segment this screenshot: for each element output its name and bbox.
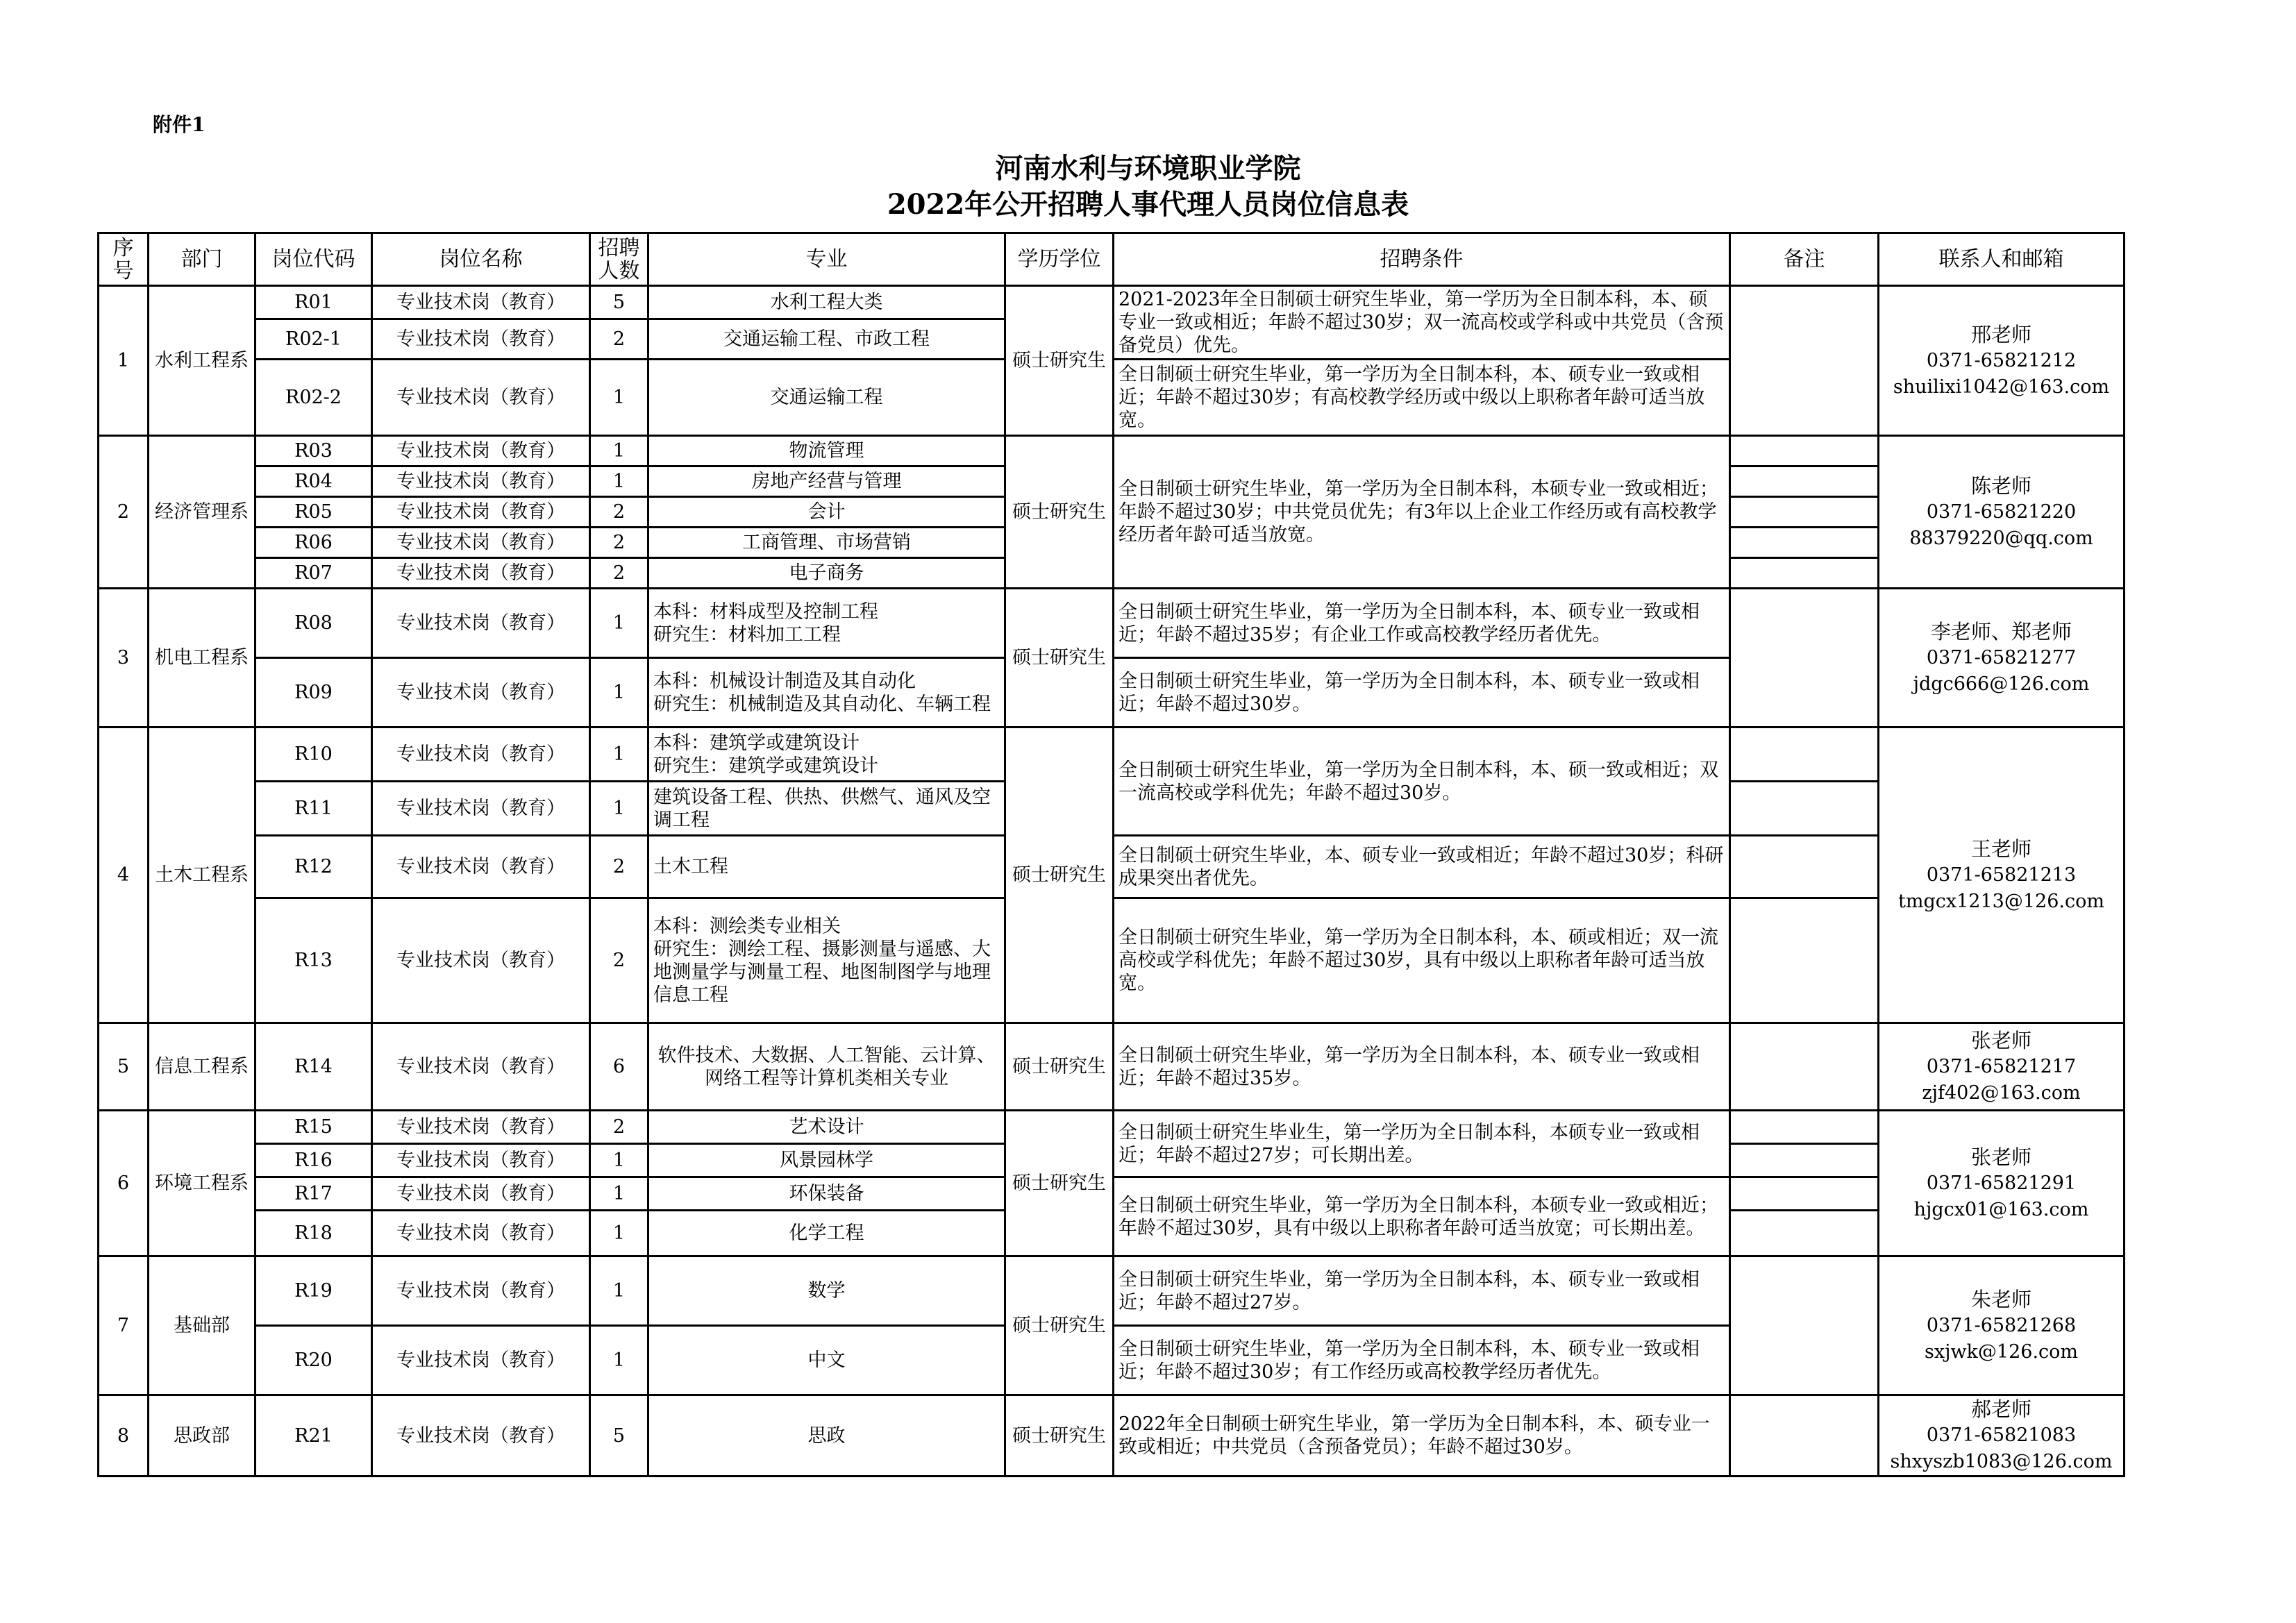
- headcount-cell: 1: [590, 1326, 648, 1395]
- note-cell: [1730, 1256, 1879, 1395]
- conditions-cell: 全日制硕士研究生毕业，第一学历为全日制本科，本、硕专业一致或相近；年龄不超过30岁。: [1114, 658, 1730, 728]
- contact-email: zjf402@163.com: [1922, 1082, 2081, 1104]
- post-code-cell: R20: [255, 1326, 372, 1395]
- major-cell: [648, 836, 1005, 898]
- headcount-cell: 2: [590, 319, 648, 360]
- headcount-cell: 1: [590, 782, 648, 836]
- page-title: 河南水利与环境职业学院: [995, 152, 1301, 185]
- post-code-cell: R21: [255, 1395, 372, 1477]
- major-line: 本科：材料成型及控制工程: [653, 600, 878, 623]
- contact-name: 张老师: [1970, 1145, 2031, 1169]
- seq-cell: 1: [99, 286, 149, 436]
- post-code-cell: R15: [255, 1111, 372, 1144]
- contact-email: sxjwk@126.com: [1924, 1340, 2079, 1363]
- contact-cell: [1879, 1023, 2125, 1111]
- contact-name: 郝老师: [1970, 1397, 2031, 1421]
- major-line: 环保装备: [789, 1183, 864, 1204]
- contact-phone: 0371-65821220: [1926, 501, 2077, 523]
- note-cell: [1730, 1111, 1879, 1144]
- recruitment-table: [97, 232, 2125, 1477]
- major-cell: [648, 1144, 1005, 1177]
- table-row: [99, 728, 2125, 782]
- contact-phone: 0371-65821268: [1926, 1314, 2077, 1336]
- post-name-cell: 专业技术岗（教育）: [372, 466, 590, 497]
- major-cell: [648, 1211, 1005, 1256]
- major-line: 思政: [807, 1424, 846, 1447]
- contact-email: jdgc666@126.com: [1913, 673, 2090, 695]
- note-cell: [1730, 436, 1879, 466]
- note-cell: [1730, 466, 1879, 497]
- headcount-cell: 5: [590, 286, 648, 319]
- post-name-cell: 专业技术岗（教育）: [372, 319, 590, 360]
- contact-name: 李老师、郑老师: [1930, 619, 2072, 644]
- contact-name: 陈老师: [1970, 473, 2031, 498]
- page-subtitle: 2022年公开招聘人事代理人员岗位信息表: [887, 188, 1409, 221]
- major-cell: [648, 1395, 1005, 1477]
- major-cell: [648, 782, 1005, 836]
- post-code-cell: R13: [255, 898, 372, 1023]
- contact-phone: 0371-65821277: [1926, 646, 2077, 668]
- degree-cell: 硕士研究生: [1005, 1395, 1114, 1477]
- note-cell: [1730, 728, 1879, 782]
- note-cell: [1730, 1395, 1879, 1477]
- dept-name-cell: 水利工程系: [149, 286, 255, 436]
- conditions-cell: 全日制硕士研究生毕业，第一学历为全日制本科，本硕专业一致或相近；年龄不超过30岁；中共党员优先；有3年以上企业工作经历或有高校教学经历者年龄可适当放宽。: [1114, 436, 1730, 589]
- post-code-cell: R11: [255, 782, 372, 836]
- note-cell: [1730, 836, 1879, 898]
- headcount-cell: 2: [590, 497, 648, 528]
- major-line: 研究生：建筑学或建筑设计: [653, 755, 878, 777]
- post-name-cell: 专业技术岗（教育）: [372, 1177, 590, 1211]
- headcount-cell: 2: [590, 528, 648, 558]
- conditions-cell: 全日制硕士研究生毕业，第一学历为全日制本科，本、硕专业一致或相近；年龄不超过35岁。: [1114, 1023, 1730, 1111]
- post-name-cell: 专业技术岗（教育）: [372, 836, 590, 898]
- contact-phone: 0371-65821213: [1926, 864, 2077, 886]
- post-name-cell: 专业技术岗（教育）: [372, 1111, 590, 1144]
- headcount-cell: 2: [590, 836, 648, 898]
- post-code-cell: R10: [255, 728, 372, 782]
- major-cell: [648, 658, 1005, 728]
- contact-cell: [1879, 589, 2125, 728]
- major-cell: [648, 898, 1005, 1023]
- contact-cell: [1879, 436, 2125, 589]
- major-line: 本科：机械设计制造及其自动化: [653, 670, 916, 692]
- header-post: 岗位名称: [372, 233, 590, 286]
- headcount-cell: 1: [590, 436, 648, 466]
- major-line: 交通运输工程、市政工程: [723, 328, 930, 350]
- table-row: [99, 1111, 2125, 1144]
- header-num: 招聘人数: [590, 233, 648, 286]
- conditions-cell: 全日制硕士研究生毕业，第一学历为全日制本科，本、硕专业一致或相近；年龄不超过30岁；有工作经历或高校教学经历者优先。: [1114, 1326, 1730, 1395]
- post-code-cell: R17: [255, 1177, 372, 1211]
- major-line: 本科：建筑学或建筑设计: [653, 732, 860, 754]
- headcount-cell: 1: [590, 1256, 648, 1326]
- post-name-cell: 专业技术岗（教育）: [372, 658, 590, 728]
- conditions-cell: 全日制硕士研究生毕业，第一学历为全日制本科，本、硕专业一致或相近；年龄不超过35岁；有企业工作或高校教学经历者优先。: [1114, 589, 1730, 658]
- dept-name-cell: 环境工程系: [149, 1111, 255, 1256]
- headcount-cell: 2: [590, 558, 648, 589]
- contact-name: 朱老师: [1970, 1287, 2031, 1311]
- headcount-cell: 1: [590, 1144, 648, 1177]
- contact-phone: 0371-65821212: [1926, 349, 2077, 371]
- contact-phone: 0371-65821291: [1926, 1172, 2077, 1194]
- contact-cell: [1879, 1256, 2125, 1395]
- conditions-cell: 全日制硕士研究生毕业，第一学历为全日制本科，本、硕一致或相近；双一流高校或学科优先；年龄不超过30岁。: [1114, 728, 1730, 836]
- note-cell: [1730, 782, 1879, 836]
- post-code-cell: R02-1: [255, 319, 372, 360]
- dept-name-cell: 基础部: [149, 1256, 255, 1395]
- post-code-cell: R02-2: [255, 360, 372, 436]
- headcount-cell: 1: [590, 1177, 648, 1211]
- contact-cell: [1879, 1111, 2125, 1256]
- post-code-cell: R09: [255, 658, 372, 728]
- degree-cell: 硕士研究生: [1005, 286, 1114, 436]
- major-cell: [648, 528, 1005, 558]
- contact-name: 邢老师: [1970, 322, 2031, 346]
- header-degree: 学历学位: [1005, 233, 1114, 286]
- post-code-cell: R12: [255, 836, 372, 898]
- note-cell: [1730, 898, 1879, 1023]
- post-code-cell: R19: [255, 1256, 372, 1326]
- major-cell: [648, 1023, 1005, 1111]
- note-cell: [1730, 1211, 1879, 1256]
- post-code-cell: R07: [255, 558, 372, 589]
- post-name-cell: 专业技术岗（教育）: [372, 1144, 590, 1177]
- post-code-cell: R14: [255, 1023, 372, 1111]
- dept-name-cell: 信息工程系: [149, 1023, 255, 1111]
- post-code-cell: R04: [255, 466, 372, 497]
- header-code: 岗位代码: [255, 233, 372, 286]
- conditions-cell: 2021-2023年全日制硕士研究生毕业，第一学历为全日制本科，本、硕专业一致或相近；年龄不超过30岁；双一流高校或学科或中共党员（含预备党员）优先。: [1114, 286, 1730, 360]
- note-cell: [1730, 1177, 1879, 1211]
- headcount-cell: 2: [590, 1111, 648, 1144]
- major-line: 工商管理、市场营销: [742, 532, 911, 553]
- dept-name-cell: 思政部: [149, 1395, 255, 1477]
- post-code-cell: R05: [255, 497, 372, 528]
- headcount-cell: 1: [590, 1211, 648, 1256]
- seq-cell: 2: [99, 436, 149, 589]
- post-code-cell: R08: [255, 589, 372, 658]
- headcount-cell: 1: [590, 658, 648, 728]
- degree-cell: 硕士研究生: [1005, 1023, 1114, 1111]
- post-code-cell: R01: [255, 286, 372, 319]
- conditions-cell: 全日制硕士研究生毕业，第一学历为全日制本科，本硕专业一致或相近；年龄不超过30岁，具有中级以上职称者年龄可适当放宽；可长期出差。: [1114, 1177, 1730, 1256]
- major-line: 房地产经营与管理: [751, 471, 902, 492]
- post-name-cell: 专业技术岗（教育）: [372, 1326, 590, 1395]
- post-name-cell: 专业技术岗（教育）: [372, 436, 590, 466]
- major-line: 风景园林学: [780, 1150, 873, 1171]
- contact-phone: 0371-65821217: [1926, 1055, 2077, 1077]
- post-name-cell: 专业技术岗（教育）: [372, 497, 590, 528]
- major-line: 电子商务: [789, 562, 864, 584]
- contact-phone: 0371-65821083: [1926, 1424, 2077, 1446]
- seq-cell: 5: [99, 1023, 149, 1111]
- note-cell: [1730, 286, 1879, 436]
- major-cell: [648, 728, 1005, 782]
- major-line: 研究生：材料加工工程: [653, 623, 841, 646]
- note-cell: [1730, 1023, 1879, 1111]
- major-cell: [648, 497, 1005, 528]
- headcount-cell: 5: [590, 1395, 648, 1477]
- conditions-cell: 全日制硕士研究生毕业，第一学历为全日制本科，本、硕专业一致或相近；年龄不超过30岁；有高校教学经历或中级以上职称者年龄可适当放宽。: [1114, 360, 1730, 436]
- seq-cell: 3: [99, 589, 149, 728]
- header-contact: 联系人和邮箱: [1879, 233, 2125, 286]
- seq-cell: 6: [99, 1111, 149, 1256]
- seq-cell: 7: [99, 1256, 149, 1395]
- major-line: 物流管理: [789, 440, 864, 462]
- conditions-cell: 2022年全日制硕士研究生毕业，第一学历为全日制本科，本、硕专业一致或相近；中共党员（含预备党员）；年龄不超过30岁。: [1114, 1395, 1730, 1477]
- post-name-cell: 专业技术岗（教育）: [372, 1211, 590, 1256]
- table-row: [99, 1395, 2125, 1477]
- header-major: 专业: [648, 233, 1005, 286]
- major-line: 化学工程: [789, 1222, 864, 1244]
- post-code-cell: R16: [255, 1144, 372, 1177]
- post-name-cell: 专业技术岗（教育）: [372, 728, 590, 782]
- table-row: [99, 1023, 2125, 1111]
- contact-cell: [1879, 1395, 2125, 1477]
- contact-name: 王老师: [1970, 836, 2031, 861]
- major-line: 软件技术、大数据、人工智能、云计算、网络工程等计算机类相关专业: [657, 1044, 996, 1089]
- note-cell: [1730, 589, 1879, 728]
- note-cell: [1730, 558, 1879, 589]
- major-line: 艺术设计: [789, 1116, 864, 1138]
- headcount-cell: 1: [590, 360, 648, 436]
- major-line: 研究生：测绘工程、摄影测量与遥感、大地测量学与测量工程、地图制图学与地理信息工程: [653, 938, 991, 1006]
- contact-email: 88379220@qq.com: [1909, 527, 2093, 549]
- major-cell: [648, 1256, 1005, 1326]
- header-note: 备注: [1730, 233, 1879, 286]
- conditions-cell: 全日制硕士研究生毕业，第一学历为全日制本科，本、硕专业一致或相近；年龄不超过27岁。: [1114, 1256, 1730, 1326]
- headcount-cell: 2: [590, 898, 648, 1023]
- post-name-cell: 专业技术岗（教育）: [372, 1256, 590, 1326]
- major-line: 数学: [807, 1280, 846, 1302]
- contact-cell: [1879, 728, 2125, 1023]
- seq-cell: 8: [99, 1395, 149, 1477]
- major-line: 交通运输工程: [770, 387, 883, 408]
- major-cell: [648, 558, 1005, 589]
- contact-email: shuilixi1042@163.com: [1893, 376, 2110, 398]
- post-code-cell: R18: [255, 1211, 372, 1256]
- headcount-cell: 1: [590, 589, 648, 658]
- headcount-cell: 1: [590, 466, 648, 497]
- conditions-cell: 全日制硕士研究生毕业，本、硕专业一致或相近；年龄不超过30岁；科研成果突出者优先。: [1114, 836, 1730, 898]
- note-cell: [1730, 528, 1879, 558]
- header-cond: 招聘条件: [1114, 233, 1730, 286]
- header-dept: 部门: [149, 233, 255, 286]
- post-code-cell: R03: [255, 436, 372, 466]
- conditions-cell: 全日制硕士研究生毕业生，第一学历为全日制本科，本硕专业一致或相近；年龄不超过27岁；可长期出差。: [1114, 1111, 1730, 1177]
- post-name-cell: 专业技术岗（教育）: [372, 1395, 590, 1477]
- post-name-cell: 专业技术岗（教育）: [372, 528, 590, 558]
- major-line: 土木工程: [653, 856, 728, 877]
- major-cell: [648, 466, 1005, 497]
- dept-name-cell: 土木工程系: [149, 728, 255, 1023]
- post-name-cell: 专业技术岗（教育）: [372, 898, 590, 1023]
- post-name-cell: 专业技术岗（教育）: [372, 286, 590, 319]
- headcount-cell: 6: [590, 1023, 648, 1111]
- header-row: [99, 233, 2125, 286]
- table-row: [99, 1256, 2125, 1326]
- post-name-cell: 专业技术岗（教育）: [372, 589, 590, 658]
- table-row: [99, 589, 2125, 658]
- table-row: [99, 436, 2125, 466]
- dept-name-cell: 机电工程系: [149, 589, 255, 728]
- post-name-cell: 专业技术岗（教育）: [372, 1023, 590, 1111]
- note-cell: [1730, 497, 1879, 528]
- post-name-cell: 专业技术岗（教育）: [372, 782, 590, 836]
- degree-cell: 硕士研究生: [1005, 1111, 1114, 1256]
- major-cell: [648, 286, 1005, 319]
- major-cell: [648, 1177, 1005, 1211]
- contact-name: 张老师: [1970, 1028, 2031, 1052]
- degree-cell: 硕士研究生: [1005, 589, 1114, 728]
- major-cell: [648, 319, 1005, 360]
- degree-cell: 硕士研究生: [1005, 436, 1114, 589]
- major-cell: [648, 1111, 1005, 1144]
- major-line: 研究生：机械制造及其自动化、车辆工程: [653, 693, 991, 715]
- headcount-cell: 1: [590, 728, 648, 782]
- attachment-label: 附件1: [153, 113, 206, 136]
- major-line: 水利工程大类: [770, 292, 883, 313]
- contact-cell: [1879, 286, 2125, 436]
- header-seq: 序号: [99, 233, 149, 286]
- degree-cell: 硕士研究生: [1005, 1256, 1114, 1395]
- post-name-cell: 专业技术岗（教育）: [372, 558, 590, 589]
- major-line: 本科：测绘类专业相关: [653, 915, 841, 937]
- contact-email: tmgcx1213@126.com: [1898, 890, 2104, 912]
- major-line: 会计: [807, 501, 846, 523]
- major-cell: [648, 360, 1005, 436]
- seq-cell: 4: [99, 728, 149, 1023]
- table-row: [99, 286, 2125, 319]
- major-cell: [648, 436, 1005, 466]
- major-cell: [648, 589, 1005, 658]
- major-cell: [648, 1326, 1005, 1395]
- major-line: 中文: [807, 1349, 846, 1371]
- post-name-cell: 专业技术岗（教育）: [372, 360, 590, 436]
- note-cell: [1730, 1144, 1879, 1177]
- contact-email: shxyszb1083@126.com: [1890, 1451, 2113, 1472]
- post-code-cell: R06: [255, 528, 372, 558]
- conditions-cell: 全日制硕士研究生毕业，第一学历为全日制本科，本、硕或相近；双一流高校或学科优先；年龄不超过30岁，具有中级以上职称者年龄可适当放宽。: [1114, 898, 1730, 1023]
- major-line: 建筑设备工程、供热、供燃气、通风及空调工程: [653, 786, 991, 831]
- dept-name-cell: 经济管理系: [149, 436, 255, 589]
- contact-email: hjgcx01@163.com: [1913, 1198, 2089, 1220]
- degree-cell: 硕士研究生: [1005, 728, 1114, 1023]
